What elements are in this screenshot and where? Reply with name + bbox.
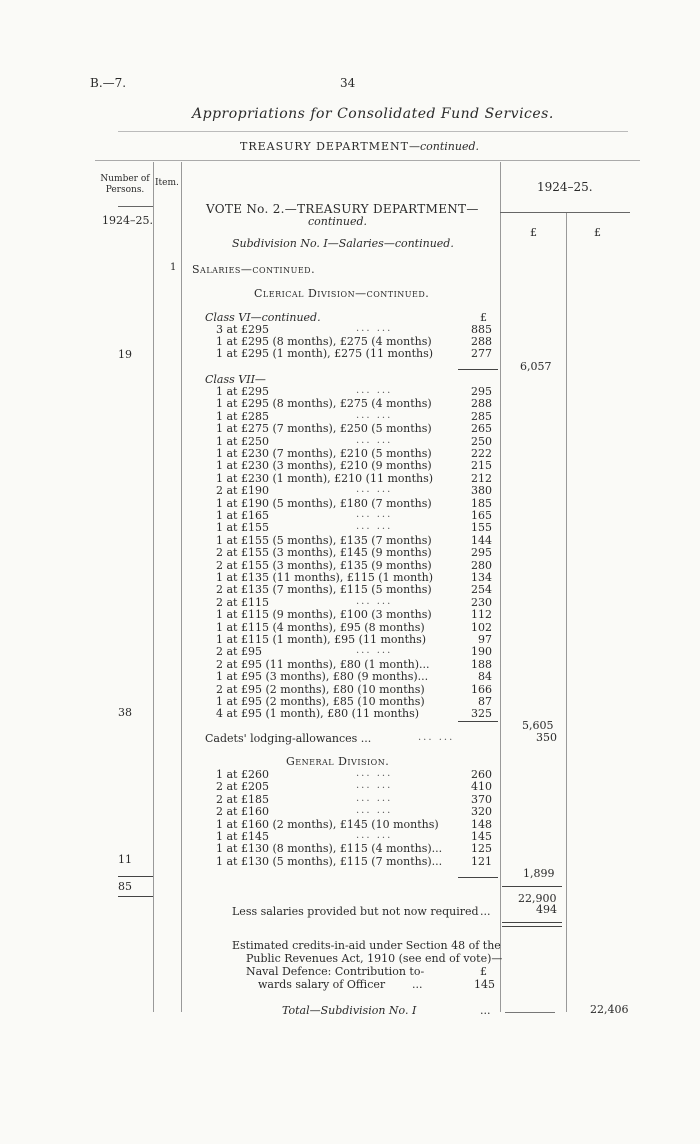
title-rule [118, 131, 628, 132]
header-rule-left [118, 206, 153, 207]
subdivision-total-amount: 22,406 [590, 1003, 629, 1016]
class_vii-row-text: 2 at £95 [216, 645, 262, 659]
col-divider-item [181, 162, 182, 1012]
class_vi-row-dots: ... ... [356, 323, 393, 334]
class_vii-row-amount: 166 [471, 682, 492, 696]
department-suffix: —continued. [408, 140, 479, 153]
class_vii-row-text: 2 at £135 (7 months), £115 (5 months) [216, 583, 432, 597]
general-row-dots: ... ... [356, 792, 393, 804]
subdivision-total-dash [505, 1012, 555, 1013]
general-row-text: 2 at £205 [216, 780, 269, 794]
class_vii-row-dots: ... ... [356, 484, 393, 496]
class_vii-row-amount: 285 [471, 409, 492, 423]
header-item: Item. [155, 178, 179, 188]
general-persons: 11 [118, 853, 132, 866]
page-title: Appropriations for Consolidated Fund Services. [192, 106, 554, 122]
class_vii-row-text: 1 at £135 (11 months), £115 (1 month) [216, 571, 434, 584]
class_vii-row-text: 1 at £155 (5 months), £135 (7 months) [216, 533, 432, 547]
class_vii-row-text: 2 at £95 (2 months), £80 (10 months) [216, 682, 425, 696]
class_vi-row-amount: 885 [471, 323, 492, 336]
class_vii-row-amount: 250 [471, 434, 492, 448]
cadets-dots: ... ... [418, 732, 455, 743]
class_vii-row-amount: 87 [478, 695, 492, 708]
class_vii-row-dots: ... ... [356, 595, 393, 607]
clerical-heading: Clerical Division—continued. [254, 287, 430, 300]
class_vii-row-text: 4 at £95 (1 month), £80 (11 months) [216, 707, 420, 721]
general-row-dots: ... ... [356, 805, 393, 817]
general-row-amount: 145 [471, 830, 492, 843]
class_vii-row-text: 2 at £115 [216, 595, 269, 609]
class-vi-persons: 19 [118, 348, 132, 361]
cadets-label: Cadets' lodging-allowances ... [205, 732, 372, 745]
class_vii-row-amount: 102 [471, 620, 492, 634]
credits-dots: ... [412, 978, 423, 991]
header-pound-2: £ [594, 226, 601, 239]
class_vii-row-text: 1 at £95 (2 months), £85 (10 months) [216, 695, 425, 708]
less-salaries-dots: ... [480, 905, 491, 918]
class_vii-row-amount: 288 [471, 397, 492, 411]
class_vii-row-dots: ... ... [356, 434, 393, 446]
class_vii-row-amount: 222 [471, 447, 492, 460]
class_vii-row-amount: 155 [471, 521, 492, 535]
class-vii-persons: 38 [118, 706, 132, 719]
class_vii-row-text: 1 at £115 (1 month), £95 (11 months) [216, 633, 427, 646]
class_vii-row-amount: 254 [471, 583, 492, 597]
class_vii-row-amount: 144 [471, 533, 492, 547]
class-vii-heading: Class VII— [205, 373, 266, 386]
class_vii-row-amount: 212 [471, 471, 492, 485]
class-vi-heading: Class VI—continued. [205, 311, 321, 324]
col-divider-persons [153, 162, 154, 1012]
class_vii-row-amount: 188 [471, 657, 492, 671]
class_vii-row-amount: 295 [471, 385, 492, 398]
class_vii-row-amount: 280 [471, 558, 492, 572]
class_vii-row-amount: 380 [471, 484, 492, 498]
class_vii-row-text: 1 at £115 (9 months), £100 (3 months) [216, 608, 432, 622]
general-row-amount: 370 [471, 792, 492, 806]
class_vii-row-text: 1 at £95 (3 months), £80 (9 months)... [216, 670, 429, 684]
class-vi-subtotal-rule [458, 369, 498, 370]
credits-pound: £ [480, 965, 487, 978]
class_vii-row-text: 2 at £155 (3 months), £135 (9 months) [216, 558, 432, 572]
class_vi-row-text: 1 at £295 (8 months), £275 (4 months) [216, 335, 432, 348]
class_vii-row-amount: 265 [471, 422, 492, 436]
class-vi-pound: £ [480, 311, 487, 324]
class_vii-row-amount: 112 [471, 608, 492, 622]
class_vii-row-text: 1 at £230 (3 months), £210 (9 months) [216, 459, 432, 473]
credits-line-1: Estimated credits-in-aid under Section 48 of the [232, 939, 501, 952]
class_vi-row-amount: 288 [471, 335, 492, 348]
class_vii-row-text: 1 at £295 [216, 385, 269, 398]
class_vii-row-text: 1 at £165 [216, 509, 269, 522]
general-row-dots: ... ... [356, 830, 393, 841]
class-vii-subtotal-rule [458, 721, 498, 722]
header-year-left: 1924–25. [102, 214, 153, 227]
cadets-amount: 350 [536, 731, 557, 744]
class-vi-total: 6,057 [520, 360, 552, 373]
credits-amount: 145 [474, 978, 495, 991]
gross-total-rule [502, 886, 562, 887]
class_vii-row-text: 1 at £230 (7 months), £210 (5 months) [216, 447, 432, 460]
class_vi-row-text: 1 at £295 (1 month), £275 (11 months) [216, 347, 434, 360]
header-rule-right [500, 212, 630, 213]
class_vii-row-text: 2 at £190 [216, 484, 269, 498]
class_vii-row-amount: 295 [471, 546, 492, 560]
class_vii-row-text: 1 at £285 [216, 409, 269, 423]
department-main: TREASURY DEPARTMENT [240, 140, 409, 153]
general-row-dots: ... ... [356, 780, 393, 792]
net-total-rule [502, 922, 562, 923]
table-top-rule [95, 160, 640, 161]
class_vii-row-text: 1 at £115 (4 months), £95 (8 months) [216, 620, 425, 634]
general-row-text: 2 at £185 [216, 792, 269, 806]
class_vii-row-amount: 325 [471, 707, 492, 721]
general-row-amount: 121 [471, 854, 492, 868]
general-heading: General Division. [286, 755, 390, 768]
subdivision-total-label: Total—Subdivision No. I [282, 1004, 417, 1017]
header-pound-1: £ [530, 226, 537, 239]
subdivision-heading: Subdivision No. I—Salaries—continued. [232, 237, 454, 250]
class_vii-row-text: 2 at £95 (11 months), £80 (1 month)... [216, 657, 430, 671]
page-number: 34 [340, 76, 356, 90]
general-row-text: 1 at £130 (8 months), £115 (4 months)... [216, 842, 443, 856]
class_vii-row-dots: ... ... [356, 521, 393, 533]
credits-line-4: wards salary of Officer [258, 978, 386, 991]
class_vii-row-amount: 215 [471, 459, 492, 473]
persons-total: 85 [118, 880, 132, 893]
class-vii-total: 5,605 [522, 719, 554, 732]
class_vii-row-amount: 84 [478, 670, 492, 684]
vote-title-continued: continued. [308, 215, 368, 228]
general-total: 1,899 [523, 867, 555, 880]
subdivision-total-dots: ... [480, 1004, 491, 1017]
credits-line-3: Naval Defence: Contribution to- [246, 965, 425, 978]
class_vii-row-text: 1 at £275 (7 months), £250 (5 months) [216, 422, 432, 436]
department-heading [240, 140, 479, 153]
class_vii-row-amount: 190 [471, 645, 492, 659]
class_vii-row-dots: ... ... [356, 645, 393, 657]
header-year-right: 1924–25. [537, 180, 593, 194]
general-row-text: 1 at £145 [216, 830, 269, 843]
salaries-heading: Salaries—continued. [192, 263, 316, 276]
class_vii-row-text: 1 at £250 [216, 434, 269, 448]
general-row-text: 1 at £160 (2 months), £145 (10 months) [216, 817, 439, 831]
class_vii-row-dots: ... ... [356, 509, 393, 520]
class_vii-row-text: 1 at £230 (1 month), £210 (11 months) [216, 471, 434, 485]
class_vii-row-text: 1 at £295 (8 months), £275 (4 months) [216, 397, 432, 411]
vote-title: VOTE No. 2.—TREASURY DEPARTMENT— [206, 202, 479, 216]
class_vii-row-text: 1 at £190 (5 months), £180 (7 months) [216, 496, 432, 510]
general-row-dots: ... ... [356, 768, 393, 779]
class_vi-row-text: 3 at £295 [216, 323, 269, 336]
class_vii-row-text: 2 at £155 (3 months), £145 (9 months) [216, 546, 432, 560]
net-total-rule-2 [502, 926, 562, 927]
credits-line-2: Public Revenues Act, 1910 (see end of vote)— [246, 952, 503, 965]
col-divider-amount1 [500, 162, 501, 1012]
general-row-amount: 125 [471, 842, 492, 856]
general-row-amount: 148 [471, 817, 492, 831]
class_vii-row-amount: 134 [471, 571, 492, 584]
gross-total: 22,900 [518, 892, 557, 905]
item-number: 1 [170, 262, 177, 273]
class_vii-row-amount: 230 [471, 595, 492, 609]
general-row-amount: 410 [471, 780, 492, 794]
header-number-persons: Number of Persons. [100, 174, 150, 195]
less-salaries-label: Less salaries provided but not now required [232, 905, 479, 918]
less-salaries-amount: 494 [536, 903, 557, 916]
general-row-amount: 320 [471, 805, 492, 819]
class_vii-row-amount: 185 [471, 496, 492, 510]
general-row-text: 1 at £130 (5 months), £115 (7 months)... [216, 854, 443, 868]
class_vii-row-amount: 97 [478, 633, 492, 646]
general-row-amount: 260 [471, 768, 492, 781]
general-subtotal-rule [458, 877, 498, 878]
col-divider-amount2 [566, 212, 567, 1012]
class_vii-row-text: 1 at £155 [216, 521, 269, 535]
document-code: B.—7. [90, 76, 127, 90]
class_vii-row-dots: ... ... [356, 409, 393, 421]
general-row-text: 2 at £160 [216, 805, 269, 819]
class_vii-row-dots: ... ... [356, 385, 393, 396]
general-row-text: 1 at £260 [216, 768, 269, 781]
class_vi-row-amount: 277 [471, 347, 492, 360]
class_vii-row-amount: 165 [471, 509, 492, 522]
persons-total-rule-top [118, 876, 153, 877]
persons-total-rule-bottom [118, 896, 153, 897]
